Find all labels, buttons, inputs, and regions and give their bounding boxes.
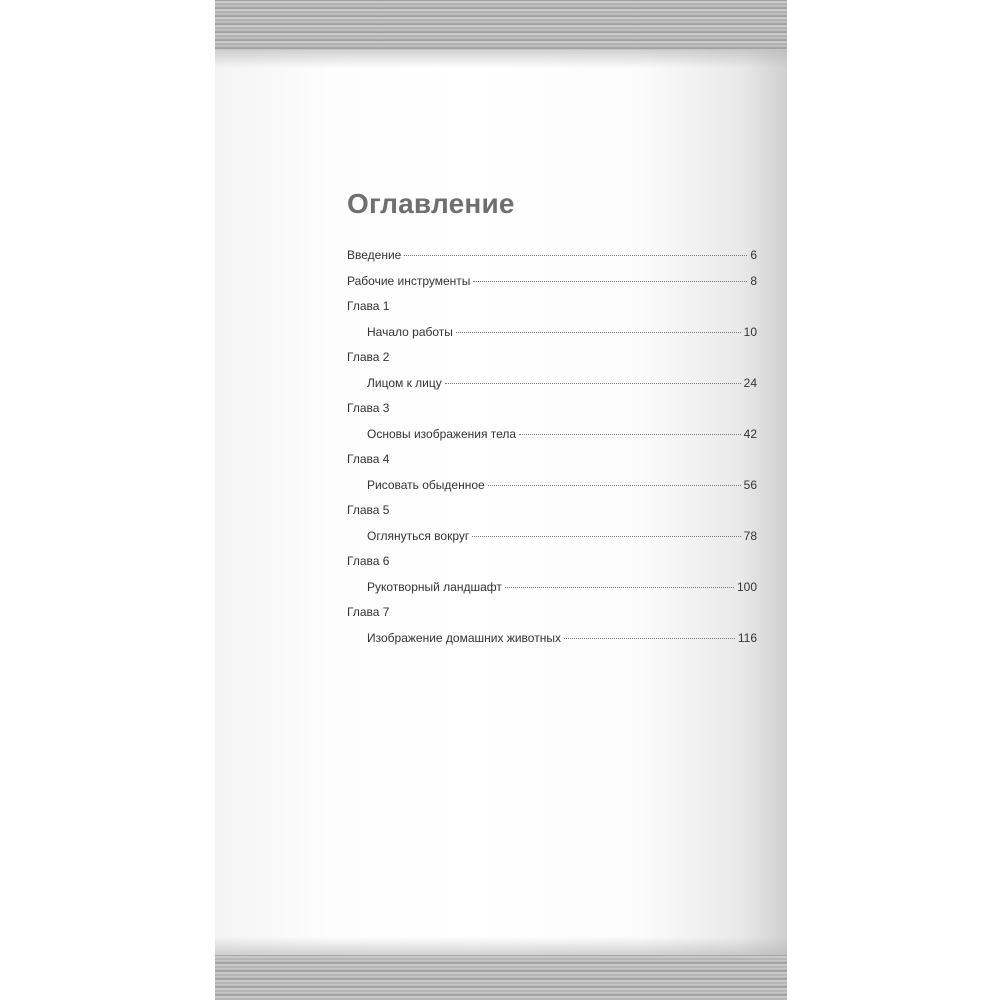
page-top-edge	[215, 0, 787, 50]
chapter-entry	[347, 631, 757, 657]
chapter-entry	[347, 529, 757, 555]
dot-leader	[488, 485, 741, 486]
toc-entry-label: Введение	[347, 248, 402, 262]
page-title: Оглавление	[347, 188, 515, 219]
table-of-contents	[347, 248, 757, 656]
chapter-page: 24	[743, 375, 757, 390]
dot-leader	[404, 255, 747, 256]
toc-entry-page: 6	[750, 248, 757, 262]
toc-entry-label: Рабочие инструменты	[347, 273, 471, 288]
dot-leader	[505, 587, 734, 588]
dot-leader	[445, 383, 741, 384]
chapter-title: Основы изображения тела	[367, 426, 517, 441]
toc-entry-page: 8	[750, 273, 757, 288]
chapter-page: 78	[743, 528, 757, 543]
dot-leader	[519, 434, 741, 435]
chapter-title: Начало работы	[367, 324, 453, 339]
book-page	[215, 0, 787, 1000]
chapter-heading: Глава 7	[347, 605, 390, 619]
chapter-page: 10	[743, 324, 757, 339]
dot-leader	[473, 281, 747, 282]
chapter-page: 56	[743, 477, 757, 492]
chapter-entry	[347, 376, 757, 402]
chapter-page: 116	[737, 630, 757, 645]
page-bottom-edge	[215, 955, 787, 1000]
dot-leader	[456, 332, 741, 333]
chapter-entry	[347, 478, 757, 504]
dot-leader	[564, 638, 735, 639]
toc-entry-tools	[347, 274, 757, 300]
chapter-heading: Глава 6	[347, 554, 390, 568]
chapter-heading: Глава 4	[347, 452, 390, 466]
chapter-heading: Глава 2	[347, 350, 390, 364]
chapter-heading: Глава 3	[347, 401, 390, 415]
chapter-heading: Глава 1	[347, 299, 390, 313]
chapter-heading: Глава 5	[347, 503, 390, 517]
chapter-title: Оглянуться вокруг	[367, 528, 470, 543]
chapter-entry	[347, 580, 757, 606]
chapter-page: 100	[736, 579, 757, 594]
chapter-title: Рисовать обыденное	[367, 477, 485, 492]
toc-entry-introduction	[347, 248, 757, 274]
chapter-entry	[347, 325, 757, 351]
chapter-entry	[347, 427, 757, 453]
chapter-title: Лицом к лицу	[367, 375, 442, 390]
dot-leader	[472, 536, 740, 537]
chapter-page: 42	[743, 426, 757, 441]
chapter-title: Рукотворный ландшафт	[367, 579, 502, 594]
chapter-title: Изображение домашних животных	[367, 630, 561, 645]
